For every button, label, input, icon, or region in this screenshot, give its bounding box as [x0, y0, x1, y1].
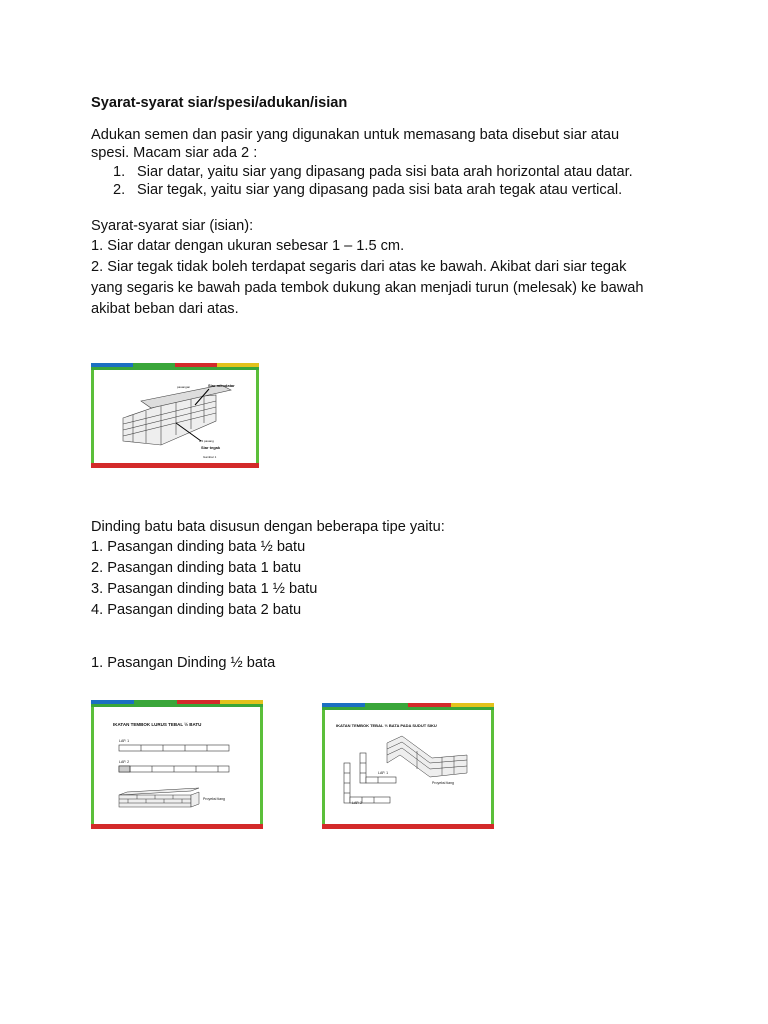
- wall-type-item: 1. Pasangan dinding bata ½ batu: [91, 539, 306, 555]
- figure-label-lap2: LAP. 2: [352, 801, 363, 805]
- wall-types-intro: Dinding batu bata disusun dengan beberapa tipe yaitu:: [91, 519, 445, 535]
- intro-text-line2: spesi. Macam siar ada 2 :: [91, 145, 258, 161]
- requirement-item-cont: yang segaris ke bawah pada tembok dukung akan menjadi turun (melesak) ke bawah: [91, 280, 644, 296]
- figure-brick-siar: [91, 363, 259, 468]
- intro-text-line1: Adukan semen dan pasir yang digunakan untuk memasang bata disebut siar atau: [91, 127, 620, 143]
- figure-note: Proyeksi tiang: [432, 781, 454, 785]
- figure-label-lap1: LAP. 1: [378, 771, 389, 775]
- figure-note: Proyeksi tiang: [203, 797, 225, 801]
- figure-straight-wall-bond: [91, 700, 263, 829]
- section-heading: Syarat-syarat siar/spesi/adukan/isian: [91, 95, 348, 111]
- figure-title: IKATAN TEMBOK LURUS TEBAL ½ BATU: [113, 722, 202, 727]
- siar-type-number: 1.: [113, 164, 126, 180]
- figure-corner-wall-bond: [322, 703, 494, 829]
- subsection-heading: 1. Pasangan Dinding ½ bata: [91, 655, 276, 671]
- figure-label-lap2: LAP. 2: [119, 760, 130, 764]
- wall-type-item: 3. Pasangan dinding bata 1 ½ batu: [91, 581, 318, 597]
- wall-type-item: 2. Pasangan dinding bata 1 batu: [91, 560, 302, 576]
- figure-label-siar-tegak: Siar tegak: [201, 445, 221, 450]
- wall-type-item: 4. Pasangan dinding bata 2 batu: [91, 602, 302, 618]
- requirements-heading: Syarat-syarat siar (isian):: [91, 218, 254, 234]
- figure-label-lap1: LAP. 1: [119, 739, 130, 743]
- requirement-item-cont: akibat beban dari atas.: [91, 301, 239, 317]
- requirement-item: 2. Siar tegak tidak boleh terdapat segaris dari atas ke bawah. Akibat dari siar tegak: [91, 259, 627, 275]
- figure-label-small: pasangan: [177, 385, 191, 389]
- figure-caption: Gambar 1: [203, 455, 217, 459]
- figure-title: IKATAN TEMBOK TEBAL ½ BATA PADA SUDUT SIKU: [336, 723, 437, 728]
- siar-type-text: Siar datar, yaitu siar yang dipasang pada sisi bata arah horizontal atau datar.: [137, 164, 633, 180]
- siar-type-number: 2.: [113, 182, 126, 198]
- requirement-item: 1. Siar datar dengan ukuran sebesar 1 – 1.5 cm.: [91, 238, 405, 254]
- figure-label-siar-mendatar: Siar mendatar: [208, 383, 235, 388]
- siar-type-text: Siar tegak, yaitu siar yang dipasang pada sisi bata arah tegak atau vertical.: [137, 182, 623, 198]
- figure-label-small: 1/2 pasang: [199, 439, 214, 443]
